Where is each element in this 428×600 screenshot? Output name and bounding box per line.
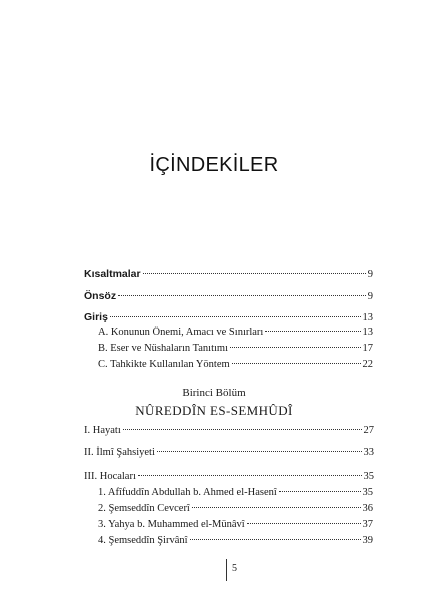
toc-entry-label: Giriş [84, 311, 108, 323]
toc-entry-label: I. Hayatı [84, 425, 121, 436]
toc-entry-ilmi-sahsiyeti[interactable] [84, 446, 374, 460]
leader-dots [118, 295, 366, 296]
leader-dots [110, 316, 361, 317]
toc-page-number: 13 [362, 312, 373, 323]
toc-entry-intro-c[interactable] [98, 358, 373, 372]
toc-entry-label: B. Eser ve Nüshaların Tanıtımı [98, 343, 229, 354]
toc-page-number: 35 [362, 487, 373, 498]
toc-entry-kisaltmalar[interactable] [84, 267, 373, 281]
toc-entry-teacher-3[interactable] [98, 518, 373, 532]
toc-entry-label: A. Konunun Önemi, Amacı ve Sınırları [98, 327, 264, 338]
toc-entry-intro-b[interactable] [98, 342, 373, 356]
toc-entry-label: 2. Şemseddîn Cevcerî [98, 503, 190, 514]
toc-entry-label: 3. Yahya b. Muhammed el-Münâvî [98, 519, 245, 530]
page-title: İÇİNDEKİLER [149, 154, 279, 176]
toc-entry-label: 4. Şemseddîn Şirvânî [98, 535, 188, 546]
toc-page-number: 13 [362, 327, 373, 338]
toc-entry-teacher-4[interactable] [98, 534, 373, 548]
toc-entry-teacher-1[interactable] [98, 486, 373, 500]
toc-page-number: 9 [367, 291, 373, 302]
leader-dots [247, 523, 361, 524]
page-number: 5 [232, 563, 237, 574]
toc-page-number: 35 [363, 471, 374, 482]
toc-entry-label: III. Hocaları [84, 471, 136, 482]
toc-page-number: 27 [363, 425, 374, 436]
toc-page-number: 22 [362, 359, 373, 370]
leader-dots [192, 507, 361, 508]
leader-dots [232, 363, 361, 364]
leader-dots [230, 347, 360, 348]
leader-dots [138, 475, 362, 476]
leader-dots [190, 539, 361, 540]
toc-page-number: 39 [362, 535, 373, 546]
leader-dots [123, 429, 362, 430]
toc-entry-hocalari[interactable] [84, 470, 374, 484]
toc-page-number: 36 [362, 503, 373, 514]
leader-dots [279, 491, 361, 492]
toc-entry-teacher-2[interactable] [98, 502, 373, 516]
leader-dots [157, 451, 362, 452]
toc-entry-label: C. Tahkikte Kullanılan Yöntem [98, 359, 230, 370]
toc-entry-intro-a[interactable] [98, 326, 373, 340]
toc-entry-hayati[interactable] [84, 424, 374, 438]
leader-dots [265, 331, 360, 332]
toc-page-number: 17 [362, 343, 373, 354]
toc-entry-label: 1. Afîfuddîn Abdullah b. Ahmed el-Hasenî [98, 487, 277, 498]
folio-rule [226, 559, 227, 581]
toc-page-number: 33 [363, 447, 374, 458]
section-heading: NÛREDDÎN ES-SEMHÛDÎ [135, 403, 293, 418]
toc-entry-label: Kısaltmalar [84, 268, 141, 280]
toc-entry-label: II. İlmî Şahsiyeti [84, 447, 155, 458]
section-subtitle: Birinci Bölüm [182, 387, 246, 399]
toc-entry-giris[interactable] [84, 310, 373, 324]
toc-page-number: 37 [362, 519, 373, 530]
leader-dots [143, 273, 366, 274]
toc-page-number: 9 [367, 269, 373, 280]
toc-entry-label: Önsöz [84, 290, 117, 302]
toc-entry-onsoz[interactable] [84, 289, 373, 303]
